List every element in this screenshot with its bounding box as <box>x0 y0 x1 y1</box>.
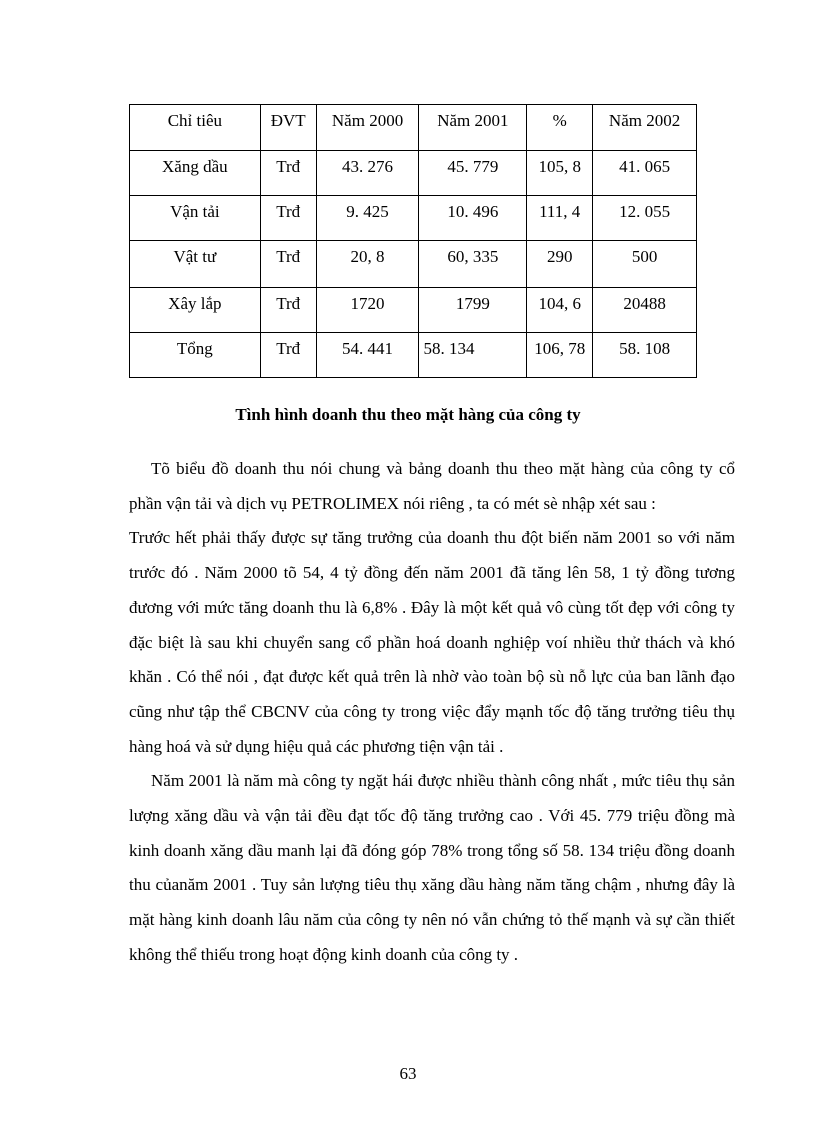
table-cell: 500 <box>593 241 697 288</box>
table-cell: Trđ <box>260 333 316 378</box>
table-cell: Xăng dầu <box>130 151 261 196</box>
table-cell: Trđ <box>260 288 316 333</box>
header-cell: Năm 2001 <box>419 105 527 151</box>
table-cell: 20, 8 <box>316 241 419 288</box>
table-cell: 10. 496 <box>419 196 527 241</box>
table-cell: Trđ <box>260 196 316 241</box>
table-row <box>130 333 697 378</box>
body-text <box>129 452 735 973</box>
table-cell: 54. 441 <box>316 333 419 378</box>
table-cell: 58. 108 <box>593 333 697 378</box>
table-cell: 104, 6 <box>527 288 593 333</box>
table-cell: Vật tư <box>130 241 261 288</box>
table-cell: 9. 425 <box>316 196 419 241</box>
table-cell: 43. 276 <box>316 151 419 196</box>
table-row <box>130 241 697 288</box>
table-caption: Tình hình doanh thu theo mặt hàng của công ty <box>235 405 581 424</box>
header-cell: ĐVT <box>260 105 316 151</box>
header-cell: Năm 2002 <box>593 105 697 151</box>
table-cell: 20488 <box>593 288 697 333</box>
table-row <box>130 196 697 241</box>
table-cell: Tổng <box>130 333 261 378</box>
header-cell: % <box>527 105 593 151</box>
table-cell: 1799 <box>419 288 527 333</box>
paragraph: Năm 2001 là năm mà công ty ngặt hái được nhiều thành công nhất , mức tiêu thụ sản lượng xăng dầu và vận tải đều đạt tốc độ tăng trưởng cao . Với 45. 779 triệu đồng mà kinh doanh xăng dầu manh lại đã đóng góp 78% trong tổng số 58. 134 triệu đồng doanh thu củanăm 2001 . Tuy sản lượng tiêu thụ xăng dầu hàng năm tăng chậm , nhưng đây là mặt hàng kinh doanh lâu năm của công ty nên nó vẫn chứng tỏ thế mạnh và sự cần thiết không thể thiếu trong hoạt động kinh doanh của công ty . <box>129 771 735 964</box>
table-row <box>130 151 697 196</box>
table-cell: 60, 335 <box>419 241 527 288</box>
table-cell: 45. 779 <box>419 151 527 196</box>
table-cell: Xây lắp <box>130 288 261 333</box>
table-cell: 290 <box>527 241 593 288</box>
table-cell: 111, 4 <box>527 196 593 241</box>
table-row <box>130 288 697 333</box>
table-cell: 41. 065 <box>593 151 697 196</box>
table-cell: Vận tải <box>130 196 261 241</box>
table-cell: 58. 134 <box>419 333 527 378</box>
table-header-row <box>130 105 697 151</box>
header-cell: Chỉ tiêu <box>130 105 261 151</box>
table-cell: 106, 78 <box>527 333 593 378</box>
page-number: 63 <box>399 1064 417 1083</box>
revenue-table <box>129 104 697 378</box>
table-cell: 105, 8 <box>527 151 593 196</box>
paragraph: Trước hết phải thấy được sự tăng trưởng của doanh thu đột biến năm 2001 so với năm trước đó . Năm 2000 tõ 54, 4 tỷ đồng đến năm 2001 đã tăng lên 58, 1 tỷ đồng tương đương với mức tăng doanh thu là 6,8% . Đây là một kết quả vô cùng tốt đẹp với công ty đặc biệt là sau khi chuyển sang cổ phần hoá doanh nghiệp voí nhiều thử thách và khó khăn . Có thể nói , đạt được kết quả trên là nhờ vào toàn bộ sù nỗ lực của ban lãnh đạo cũng như tập thể CBCNV của công ty trong việc đẩy mạnh tốc độ tăng trưởng tiêu thụ hàng hoá và sử dụng hiệu quả các phương tiện vận tải . <box>129 528 735 756</box>
table-cell: Trđ <box>260 151 316 196</box>
table-cell: 1720 <box>316 288 419 333</box>
table-cell: 12. 055 <box>593 196 697 241</box>
header-cell: Năm 2000 <box>316 105 419 151</box>
paragraph: Tõ biểu đồ doanh thu nói chung và bảng doanh thu theo mặt hàng của công ty cổ phần vận tải và dịch vụ PETROLIMEX nói riêng , ta có mét sè nhập xét sau : <box>129 459 735 513</box>
table-cell: Trđ <box>260 241 316 288</box>
